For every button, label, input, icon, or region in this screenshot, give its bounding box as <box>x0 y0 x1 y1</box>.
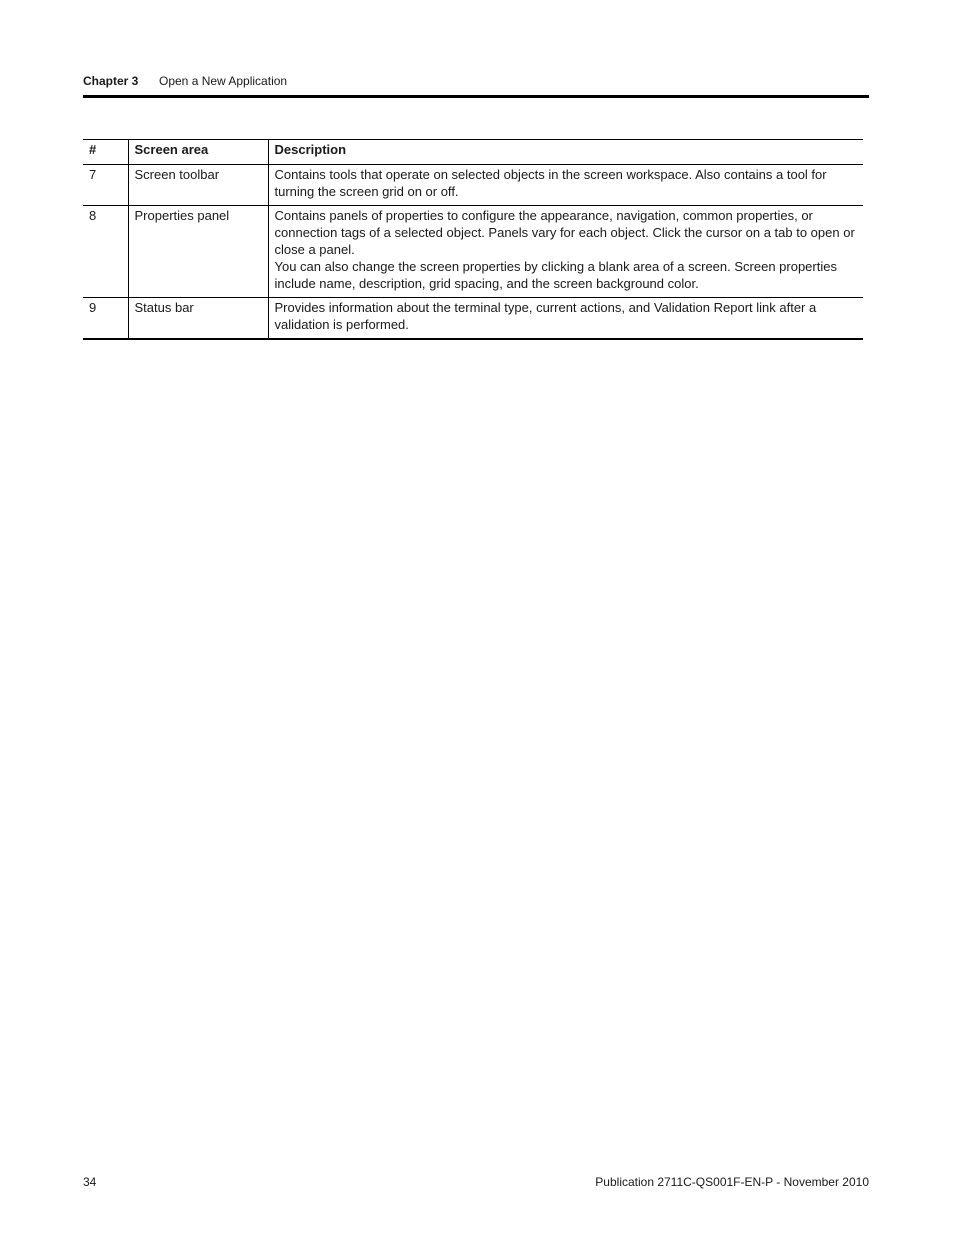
screen-area-table <box>83 139 863 340</box>
row-screen-area: Properties panel <box>128 206 268 298</box>
description-paragraph: Contains tools that operate on selected objects in the screen workspace. Also contains a tool for turning the screen grid on or off. <box>274 167 827 199</box>
table-row <box>83 298 863 340</box>
row-screen-area: Status bar <box>128 298 268 340</box>
description-paragraph: Contains panels of properties to configure the appearance, navigation, common properties, or connection tags of a selected object. Panels vary for each object. Click the cursor on a tab to open or close a panel. <box>274 208 855 257</box>
table-row <box>83 206 863 298</box>
row-number: 9 <box>83 298 128 340</box>
row-number: 8 <box>83 206 128 298</box>
publication-info: Publication 2711C-QS001F-EN-P - November 2010 <box>595 1175 869 1189</box>
row-description <box>268 165 863 206</box>
description-paragraph: You can also change the screen properties by clicking a blank area of a screen. Screen properties include name, description, grid spacing, and the screen background color. <box>274 259 837 291</box>
description-paragraph: Provides information about the terminal type, current actions, and Validation Report link after a validation is performed. <box>274 300 817 332</box>
column-header-number: # <box>83 140 128 165</box>
page-header <box>83 72 869 90</box>
column-header-description: Description <box>268 140 863 165</box>
page-number: 34 <box>83 1175 97 1189</box>
chapter-label: Chapter 3 <box>83 74 139 88</box>
header-rule <box>83 95 869 98</box>
table-header-row <box>83 140 863 165</box>
column-header-screen-area: Screen area <box>128 140 268 165</box>
row-description <box>268 298 863 340</box>
row-number: 7 <box>83 165 128 206</box>
chapter-title: Open a New Application <box>159 74 288 88</box>
row-screen-area: Screen toolbar <box>128 165 268 206</box>
row-description <box>268 206 863 298</box>
table-row <box>83 165 863 206</box>
